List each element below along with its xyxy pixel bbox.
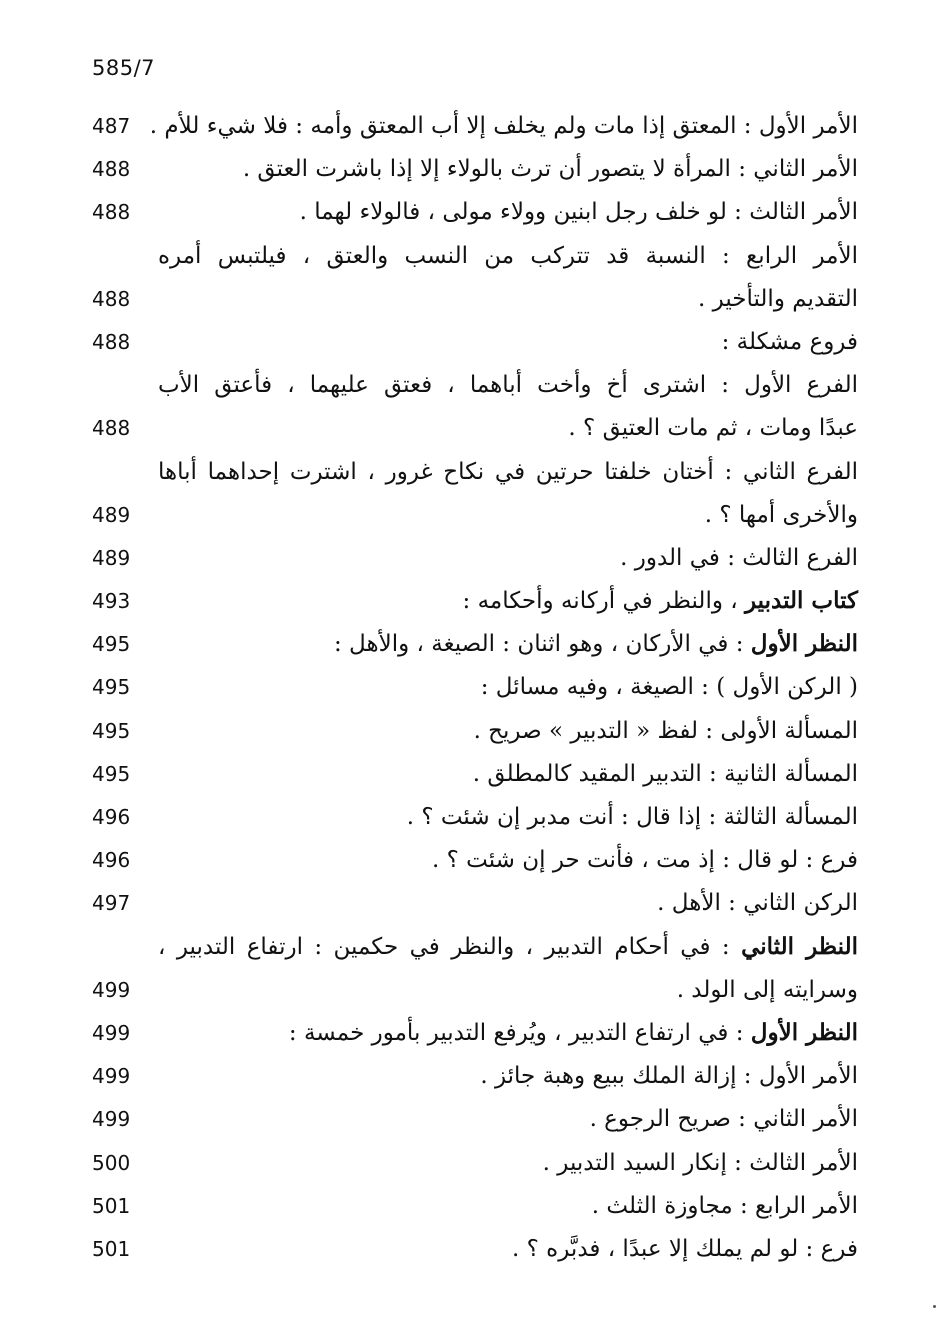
toc-heading-bold: النظر الأول	[750, 630, 858, 658]
toc-entry-text	[158, 972, 858, 1008]
toc-entry-text	[158, 497, 858, 533]
toc-entry	[92, 667, 858, 710]
toc-page-number: 495	[92, 632, 131, 657]
toc-entry	[92, 883, 858, 926]
toc-page-number: 499	[92, 977, 131, 1002]
toc-entry	[92, 408, 858, 451]
toc-entry	[92, 106, 858, 149]
toc-page-number: 496	[92, 805, 131, 829]
toc-page-number: 497	[92, 891, 131, 916]
toc-entry-text	[158, 1145, 858, 1181]
toc-entry	[92, 149, 858, 192]
toc-heading-bold: كتاب التدبير	[744, 587, 858, 615]
toc-page-number: 493	[92, 589, 131, 614]
toc-text-part: المسألة الثانية : التدبير المقيد كالمطلق .	[472, 760, 858, 787]
toc-entry-text	[158, 1015, 858, 1051]
toc-entry	[92, 1013, 858, 1056]
toc-entry-text	[158, 1101, 858, 1137]
toc-text-part: الأمر الرابع : مجاوزة الثلث .	[591, 1192, 858, 1219]
toc-entry-text	[149, 108, 858, 144]
toc-text-part: الفرع الثاني : أختان خلفتا حرتين في نكاح غرور ، اشترت إحداهما أباها	[158, 458, 858, 485]
toc-text-part: : في ارتفاع التدبير ، ويُرفع التدبير بأمور خمسة :	[288, 1019, 751, 1046]
toc-entry-text	[158, 410, 858, 446]
toc-text-part: الأمر الرابع : النسبة قد تتركب من النسب والعتق ، فيلتبس أمره	[158, 242, 858, 269]
toc-text-part: الأمر الثالث : إنكار السيد التدبير .	[542, 1149, 858, 1176]
toc-page-number: 499	[92, 1064, 131, 1089]
table-of-contents	[92, 106, 858, 1272]
toc-text-part: الأمر الأول : إزالة الملك ببيع وهبة جائز .	[480, 1063, 858, 1090]
toc-page-number: 495	[92, 718, 131, 743]
toc-page-number: 488	[92, 416, 131, 441]
toc-page-number: 487	[92, 114, 131, 138]
toc-page-number: 499	[92, 1020, 131, 1045]
toc-entry	[92, 322, 858, 365]
toc-entry-text	[158, 713, 858, 749]
page-reference: 585/7	[92, 56, 156, 80]
toc-entry	[92, 711, 858, 754]
toc-entry-text	[158, 194, 858, 230]
toc-entry-text	[158, 626, 858, 662]
toc-page-number: 501	[92, 1193, 131, 1218]
toc-entry	[92, 970, 858, 1013]
toc-text-part: الأمر الثاني : المرأة لا يتصور أن ترث بالولاء إلا إذا باشرت العتق .	[242, 156, 858, 183]
toc-entry-text	[158, 1188, 858, 1224]
toc-text-part: الأمر الثالث : لو خلف رجل ابنين وولاء مولى ، فالولاء لهما .	[299, 199, 858, 226]
toc-entry-text	[158, 669, 858, 705]
toc-page-number: 489	[92, 545, 131, 570]
toc-entry-text	[158, 583, 858, 619]
toc-entry-text	[158, 454, 858, 490]
toc-page-number: 488	[92, 329, 131, 354]
toc-heading-bold: النظر الثاني	[741, 932, 858, 960]
toc-text-part: فرع : لو لم يملك إلا عبدًا ، فدبَّره ؟ .	[512, 1235, 858, 1262]
toc-entry	[92, 927, 858, 970]
toc-text-part: وسرايته إلى الولد .	[676, 976, 858, 1003]
toc-page-number: 501	[92, 1236, 131, 1261]
toc-entry	[92, 1229, 858, 1272]
toc-text-part: المسألة الثالثة : إذا قال : أنت مدبر إن شئت ؟ .	[406, 804, 858, 830]
toc-entry	[92, 624, 858, 667]
toc-text-part: عبدًا ومات ، ثم مات العتيق ؟ .	[568, 415, 858, 442]
toc-entry-text	[158, 842, 858, 878]
toc-text-part: والأخرى أمها ؟ .	[704, 501, 858, 528]
toc-entry-text	[158, 799, 858, 835]
toc-entry	[92, 1099, 858, 1142]
toc-entry	[92, 236, 858, 279]
scan-speck	[933, 1305, 936, 1308]
toc-entry	[92, 1143, 858, 1186]
toc-page-number: 488	[92, 286, 131, 311]
toc-text-part: الفرع الثالث : في الدور .	[620, 544, 858, 571]
toc-entry	[92, 840, 858, 883]
toc-entry-text	[158, 238, 858, 274]
toc-entry	[92, 754, 858, 797]
toc-entry-text	[158, 756, 858, 792]
toc-text-part: المسألة الأولى : لفظ « التدبير » صريح .	[473, 717, 858, 744]
toc-text-part: : في الأركان ، وهو اثنان : الصيغة ، والأهل :	[334, 631, 751, 658]
toc-page-number: 495	[92, 761, 131, 786]
toc-heading-bold: النظر الأول	[750, 1018, 858, 1046]
toc-text-part: فروع مشكلة :	[721, 328, 858, 355]
toc-entry-text	[158, 929, 858, 965]
toc-text-part: فرع : لو قال : إذ مت ، فأنت حر إن شئت ؟ .	[431, 847, 858, 874]
toc-entry-text	[158, 885, 858, 921]
toc-page-number: 496	[92, 848, 131, 873]
toc-page-number: 489	[92, 502, 131, 527]
toc-entry	[92, 365, 858, 408]
toc-page-number: 495	[92, 675, 131, 700]
toc-entry	[92, 495, 858, 538]
toc-text-part: ( الركن الأول ) : الصيغة ، وفيه مسائل :	[480, 674, 858, 701]
toc-entry	[92, 192, 858, 235]
toc-entry-text	[158, 1058, 858, 1094]
toc-text-part: الركن الثاني : الأهل .	[657, 890, 858, 917]
toc-text-part: ، والنظر في أركانه وأحكامه :	[462, 588, 745, 615]
toc-entry	[92, 797, 858, 840]
toc-entry-text	[158, 151, 858, 187]
toc-text-part: الأمر الأول : المعتق إذا مات ولم يخلف إلا أب المعتق وأمه : فلا شيء للأم .	[149, 113, 858, 139]
toc-text-part: : في أحكام التدبير ، والنظر في حكمين : ارتفاع التدبير ،	[158, 933, 742, 960]
toc-entry-text	[158, 1231, 858, 1267]
toc-entry	[92, 452, 858, 495]
toc-text-part: الأمر الثاني : صريح الرجوع .	[589, 1106, 858, 1133]
toc-text-part: الفرع الأول : اشترى أخ وأخت أباهما ، فعتق عليهما ، فأعتق الأب	[158, 372, 858, 399]
toc-entry-text	[158, 281, 858, 317]
toc-entry-text	[158, 324, 858, 360]
toc-page-number: 488	[92, 200, 131, 225]
toc-page-number: 499	[92, 1107, 131, 1132]
toc-page-number: 500	[92, 1150, 131, 1175]
toc-entry	[92, 1056, 858, 1099]
toc-entry-text	[158, 540, 858, 576]
toc-entry	[92, 538, 858, 581]
toc-text-part: التقديم والتأخير .	[698, 285, 858, 312]
toc-entry	[92, 279, 858, 322]
toc-entry	[92, 1186, 858, 1229]
toc-page-number: 488	[92, 157, 131, 182]
toc-entry	[92, 581, 858, 624]
toc-entry-text	[158, 367, 858, 403]
